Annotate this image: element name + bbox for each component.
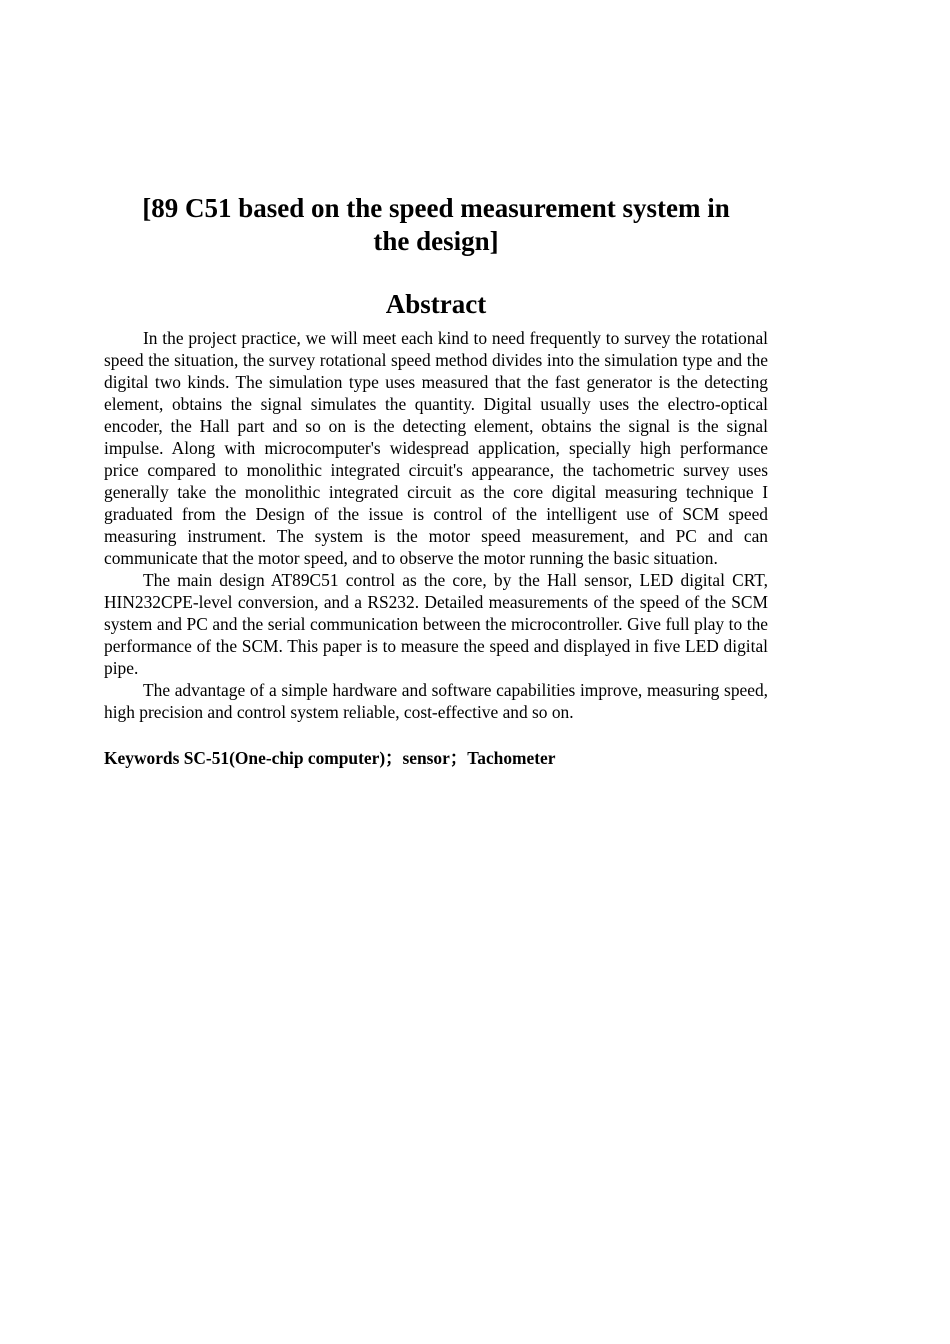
abstract-paragraph-2: The main design AT89C51 control as the core, by the Hall sensor, LED digital CRT, HIN232CPE-level conversion, and a RS232. Detailed measurements of the speed of the SCM system and PC and the serial communication between the microcontroller. Give full play to the performance of the SCM. This paper is to measure the speed and displayed in five LED digital pipe. bbox=[104, 570, 768, 678]
abstract-paragraph-1: In the project practice, we will meet each kind to need frequently to survey the rotational speed the situation, the survey rotational speed method divides into the simulation type and the digital two kinds. The simulation type uses measured that the fast generator is the detecting element, obtains the signal simulates the quantity. Digital usually uses the electro-optical encoder, the Hall part and so on is the detecting element, obtains the signal is the signal impulse. Along with microcomputer's widespread application, specially high performance price compared to monolithic integrated circuit's appearance, the tachometric survey uses generally take the monolithic integrated circuit as the core digital measuring technique I graduated from the Design of the issue is control of the intelligent use of SCM speed measuring instrument. The system is the motor speed measurement, and PC and can communicate that the motor speed, and to observe the motor running the basic situation. bbox=[104, 328, 768, 568]
abstract-paragraph-3: The advantage of a simple hardware and software capabilities improve, measuring speed, high precision and control system reliable, cost-effective and so on. bbox=[104, 680, 768, 722]
document-page bbox=[104, 192, 768, 769]
keywords-line: Keywords SC-51(One-chip computer)；sensor；Tachometer bbox=[104, 748, 556, 768]
abstract-heading: Abstract bbox=[385, 289, 487, 319]
document-title: [89 C51 based on the speed measurement system in the design] bbox=[142, 193, 730, 256]
